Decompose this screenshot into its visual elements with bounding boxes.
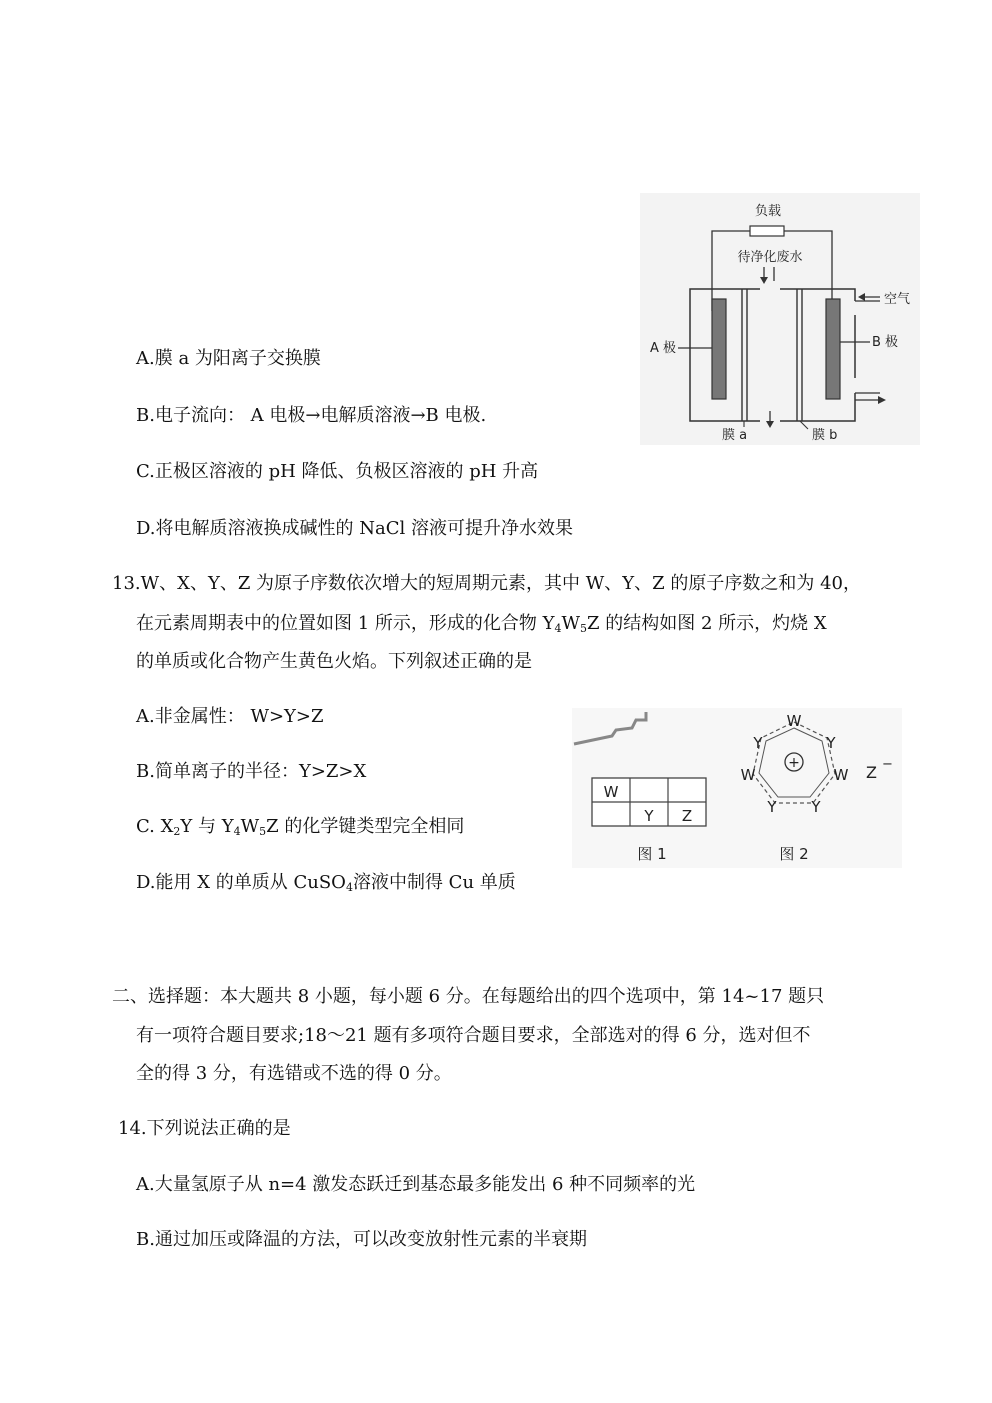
ring-atom-2: Y [826,734,836,752]
q13-option-a: A.非金属性： W>Y>Z [136,706,324,727]
section2-line-3: 全的得 3 分，有选错或不选的得 0 分。 [136,1063,452,1084]
ring-atom-3: W [833,766,849,784]
ring-atom-5: Y [767,798,777,816]
figure1-grid [592,778,706,826]
ring-atom-1: W [786,712,802,730]
figure2-caption: 图 2 [779,845,809,863]
load-label: 负载 [754,204,782,219]
fig1-cell-6: Z [681,807,693,825]
q13-stem-line-3: 的单质或化合物产生黄色火焰。下列叙述正确的是 [136,651,532,672]
q14-option-b: B.通过加压或降温的方法，可以改变放射性元素的半衰期 [136,1229,587,1250]
electrode-b [826,299,840,399]
fig1-cell-5: Y [644,807,654,825]
periodic-table-figures [572,708,902,868]
q13-option-c: C. $X_2Y$ 与 $Y_4W_5Z$ 的化学键类型完全相同 [136,816,465,838]
electrode-a-label: A 极 [650,341,677,356]
q12-option-a: A.膜 a 为阳离子交换膜 [136,348,321,369]
air-label: 空气 [884,292,911,307]
q13-stem-line-2: 在元素周期表中的位置如图 1 所示，形成的化合物 $Y_4W_5Z$ 的结构如图 2 所示，灼烧 X [136,613,827,635]
fuel-cell-diagram [640,193,920,445]
q12-option-b: B.电子流向： A 电极→电解质溶液→B 电极. [136,405,487,426]
q13-option-d: D.能用 X 的单质从 CuSO$_4$溶液中制得 Cu 单质 [136,872,516,894]
ion-z: Z [866,763,877,782]
section2-line-1: 二、选择题：本大题共 8 小题，每小题 6 分。在每题给出的四个选项中，第 14~17 题只 [112,986,825,1007]
ion-charge: − [882,757,893,772]
q14-option-a: A.大量氢原子从 n=4 激发态跃迁到基态最多能发出 6 种不同频率的光 [136,1174,696,1195]
fig1-cell-1: W [603,783,619,801]
ring-atom-7: Y [753,734,763,752]
q12-option-c: C.正极区溶液的 pH 降低、负极区溶液的 pH 升高 [136,461,539,482]
ring-atom-4: Y [811,798,821,816]
q13-stem-line-1: 13.W、X、Y、Z 为原子序数依次增大的短周期元素，其中 W、Y、Z 的原子序数之和为 40， [112,573,862,594]
center-charge: + [788,755,800,771]
wastewater-label: 待净化废水 [737,250,803,265]
membrane-a-label: 膜 a [722,428,748,443]
electrode-a [712,299,726,399]
load-resistor [750,226,784,236]
q13-option-b: B.简单离子的半径：Y>Z>X [136,761,367,782]
section2-line-2: 有一项符合题目要求;18～21 题有多项符合题目要求，全部选对的得 6 分，选对但不 [136,1025,811,1046]
ring-atom-6: W [740,766,756,784]
membrane-b-label: 膜 b [812,428,838,443]
figure1-caption: 图 1 [637,845,667,863]
electrode-b-label: B 极 [872,335,899,350]
q14-stem: 14.下列说法正确的是 [118,1118,291,1139]
q12-option-d: D.将电解质溶液换成碱性的 NaCl 溶液可提升净水效果 [136,518,573,539]
